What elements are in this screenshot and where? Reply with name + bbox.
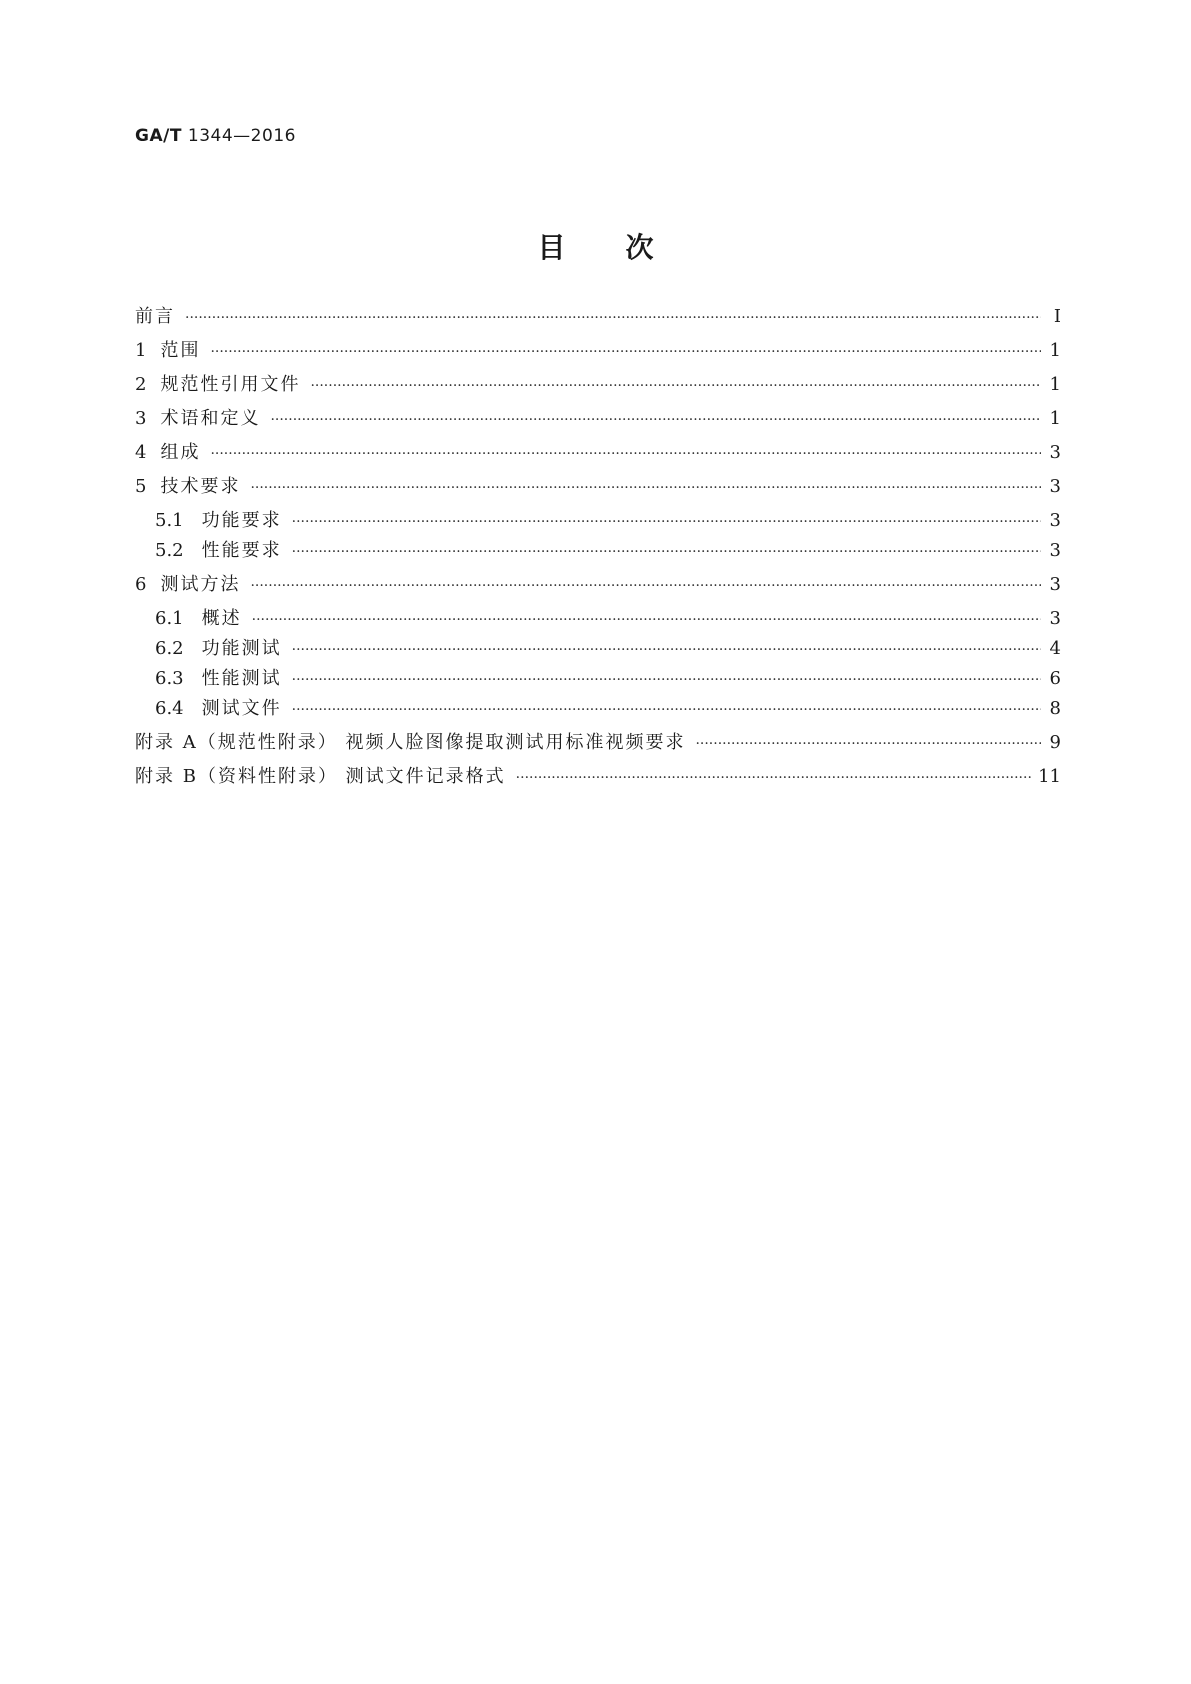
- toc-entry[interactable]: [135, 407, 1061, 432]
- toc-entry-page: 1: [1049, 374, 1061, 395]
- toc-subentry[interactable]: [155, 667, 1061, 692]
- toc-entry-title: 功能测试: [201, 638, 282, 659]
- table-of-contents: [135, 0, 1061, 1684]
- toc-entry-title: 规范性引用文件: [160, 374, 301, 395]
- dot-leader: [210, 442, 1041, 466]
- toc-entry-page: 3: [1049, 540, 1061, 561]
- toc-entry[interactable]: [135, 573, 1061, 598]
- standard-number: 1344—2016: [187, 126, 296, 146]
- toc-entry-number: 4: [135, 442, 147, 463]
- dot-leader: [210, 340, 1041, 364]
- toc-entry-page: 3: [1049, 510, 1061, 531]
- toc-subentry[interactable]: [155, 697, 1061, 722]
- dot-leader: [516, 766, 1032, 790]
- toc-subentry[interactable]: [155, 607, 1061, 632]
- toc-entry-title: 测试文件: [201, 698, 282, 719]
- dot-leader: [292, 540, 1041, 564]
- dot-leader: [292, 668, 1041, 692]
- toc-entry-title: 测试方法: [160, 574, 241, 595]
- toc-entry-page: 9: [1049, 732, 1061, 753]
- toc-entry-number: 6.2: [155, 638, 184, 659]
- dot-leader: [292, 510, 1041, 534]
- dot-leader: [250, 574, 1041, 598]
- toc-entry-title: 术语和定义: [160, 408, 261, 429]
- toc-entry-number: 6.1: [155, 608, 184, 629]
- toc-entry[interactable]: [135, 373, 1061, 398]
- toc-entry-title: 概述: [201, 608, 242, 629]
- dot-leader: [310, 374, 1041, 398]
- toc-subentry[interactable]: [155, 539, 1061, 564]
- toc-entry-title: 技术要求: [160, 476, 241, 497]
- dot-leader: [695, 732, 1041, 756]
- toc-entry-page: 3: [1049, 608, 1061, 629]
- toc-entry[interactable]: [135, 475, 1061, 500]
- toc-entry-title: 功能要求: [201, 510, 282, 531]
- toc-entry-page: 11: [1038, 766, 1061, 787]
- toc-entry-title: 前言: [135, 306, 175, 327]
- toc-title: 目次: [537, 231, 714, 264]
- dot-leader: [292, 638, 1041, 662]
- toc-appendix-entry[interactable]: [135, 731, 1061, 756]
- toc-entry-title: 组成: [160, 442, 201, 463]
- dot-leader: [252, 608, 1041, 632]
- dot-leader: [292, 698, 1041, 722]
- toc-entry-number: 3: [135, 408, 147, 429]
- toc-subentry[interactable]: [155, 637, 1061, 662]
- toc-entry[interactable]: [135, 441, 1061, 466]
- toc-entry-number: 5.2: [155, 540, 184, 561]
- toc-subentry[interactable]: [155, 509, 1061, 534]
- dot-leader: [185, 306, 1041, 330]
- toc-entry-number: 5.1: [155, 510, 184, 531]
- toc-entry-title: 性能要求: [201, 540, 282, 561]
- toc-entry-title: 性能测试: [201, 668, 282, 689]
- toc-entry-number: 1: [135, 340, 147, 361]
- dot-leader: [270, 408, 1041, 432]
- toc-entry-page: 1: [1049, 340, 1061, 361]
- toc-entry-page: 3: [1049, 476, 1061, 497]
- toc-entry-page: 6: [1049, 668, 1061, 689]
- toc-entry-page: 3: [1049, 574, 1061, 595]
- toc-entry-number: 6.3: [155, 668, 184, 689]
- toc-entry-page: 1: [1049, 408, 1061, 429]
- toc-entry-page: 8: [1049, 698, 1061, 719]
- toc-entry-title: 附录 B（资料性附录） 测试文件记录格式: [135, 766, 506, 787]
- toc-appendix-entry[interactable]: [135, 765, 1061, 790]
- toc-entry-title: 范围: [160, 340, 201, 361]
- dot-leader: [250, 476, 1041, 500]
- toc-entry-page: 3: [1049, 442, 1061, 463]
- toc-entry-number: 2: [135, 374, 147, 395]
- toc-entry-number: 5: [135, 476, 147, 497]
- toc-entry-page: 4: [1049, 638, 1061, 659]
- standard-code: GA/T: [135, 126, 182, 146]
- toc-entry-number: 6: [135, 574, 147, 595]
- toc-entry[interactable]: [135, 305, 1061, 330]
- toc-entry-number: 6.4: [155, 698, 184, 719]
- toc-entry[interactable]: [135, 339, 1061, 364]
- toc-entry-title: 附录 A（规范性附录） 视频人脸图像提取测试用标准视频要求: [135, 732, 686, 753]
- toc-entry-page: Ⅰ: [1053, 306, 1061, 327]
